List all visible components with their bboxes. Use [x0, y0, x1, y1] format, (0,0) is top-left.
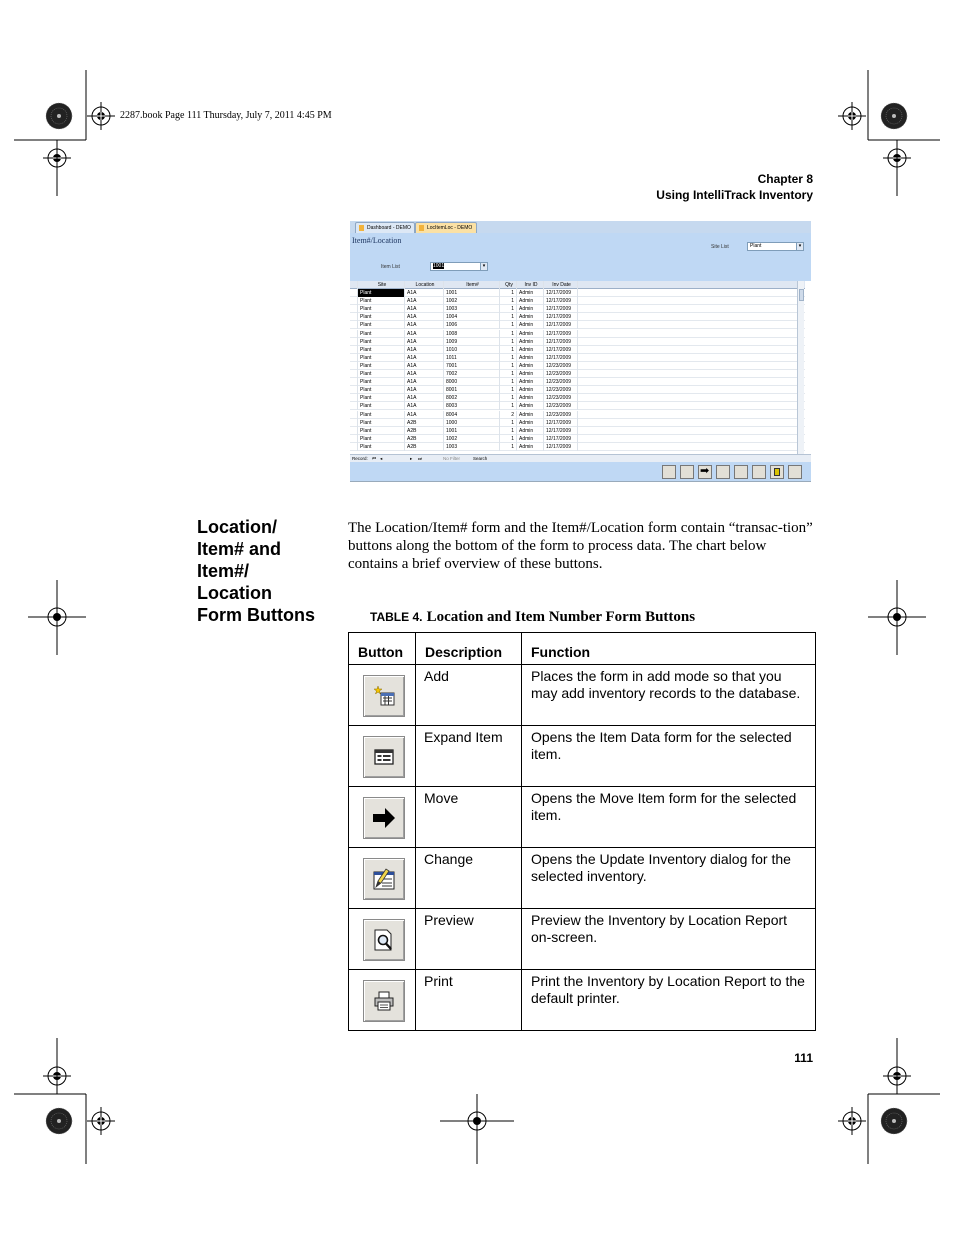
table-caption — [370, 608, 695, 626]
row-selector[interactable] — [350, 281, 358, 289]
grid-cell[interactable]: A1A — [405, 354, 444, 362]
grid-cell[interactable]: Plant — [358, 362, 405, 370]
grid-cell[interactable]: 1000 — [444, 419, 500, 427]
row-selector[interactable] — [350, 305, 358, 313]
table-label: TABLE 4. — [370, 610, 423, 624]
document-tab-bar — [350, 221, 811, 233]
grid-cell[interactable]: 1 — [500, 330, 517, 338]
grid-row[interactable] — [350, 370, 805, 378]
grid-cell[interactable]: 8001 — [444, 386, 500, 394]
grid-row[interactable] — [350, 411, 805, 419]
row-selector[interactable] — [350, 394, 358, 402]
grid-header-row[interactable] — [350, 281, 805, 289]
item-list-value: 1001 — [433, 263, 445, 269]
grid-cell[interactable]: Admin — [517, 394, 544, 402]
row-function: Opens the Item Data form for the selected item. — [522, 726, 816, 787]
grid-cell[interactable]: Plant — [358, 435, 405, 443]
table-header-row — [349, 633, 816, 665]
row-selector[interactable] — [350, 427, 358, 435]
grid-cell[interactable]: A1A — [405, 411, 444, 419]
heading-line: Location — [197, 583, 272, 603]
grid-cell[interactable]: Admin — [517, 330, 544, 338]
grid-cell[interactable]: 1 — [500, 394, 517, 402]
grid-cell[interactable]: 12/17/2009 — [544, 289, 578, 297]
change-edit-icon — [363, 858, 405, 900]
row-selector[interactable] — [350, 338, 358, 346]
grid-cell[interactable]: 2 — [500, 411, 517, 419]
grid-cell[interactable]: A1A — [405, 305, 444, 313]
row-selector[interactable] — [350, 419, 358, 427]
grid-cell[interactable]: A1A — [405, 370, 444, 378]
grid-cell[interactable]: 12/17/2009 — [544, 419, 578, 427]
preview-button[interactable] — [752, 465, 766, 479]
button-cell — [349, 848, 416, 909]
grid-row[interactable] — [350, 313, 805, 321]
grid-cell[interactable]: Plant — [358, 330, 405, 338]
grid-cell[interactable]: 7002 — [444, 370, 500, 378]
grid-row[interactable] — [350, 289, 805, 297]
grid-cell[interactable]: Plant — [358, 402, 405, 410]
running-head-title: Using IntelliTrack Inventory — [656, 188, 813, 202]
grid-cell[interactable]: 1 — [500, 362, 517, 370]
grid-column-header[interactable]: Qty — [500, 281, 517, 289]
grid-cell[interactable]: 12/17/2009 — [544, 443, 578, 451]
grid-row[interactable] — [350, 435, 805, 443]
heading-line: Item#/ — [197, 561, 250, 581]
grid-cell[interactable]: Admin — [517, 427, 544, 435]
grid-cell[interactable]: A1A — [405, 297, 444, 305]
grid-row[interactable] — [350, 321, 805, 329]
row-selector[interactable] — [350, 313, 358, 321]
grid-cell[interactable]: 1 — [500, 386, 517, 394]
grid-cell[interactable]: 12/17/2009 — [544, 297, 578, 305]
grid-cell[interactable]: 1 — [500, 289, 517, 297]
row-selector[interactable] — [350, 346, 358, 354]
grid-cell[interactable]: Plant — [358, 411, 405, 419]
grid-cell[interactable]: Admin — [517, 402, 544, 410]
grid-cell[interactable]: 8002 — [444, 394, 500, 402]
grid-cell[interactable]: 1 — [500, 370, 517, 378]
table-row — [349, 726, 816, 787]
grid-cell[interactable]: 1 — [500, 346, 517, 354]
previous-record-icon[interactable]: ◂ — [380, 456, 383, 461]
grid-cell[interactable]: Admin — [517, 289, 544, 297]
body-paragraph: The Location/Item# form and the Item#/Location form contain “transac-tion” buttons along the bottom of the form to process data. The chart below contains a brief overview of these buttons. — [348, 520, 813, 572]
row-description: Expand Item — [416, 726, 522, 787]
grid-cell[interactable]: 12/23/2009 — [544, 386, 578, 394]
grid-cell[interactable]: 1004 — [444, 313, 500, 321]
grid-row[interactable] — [350, 362, 805, 370]
grid-cell[interactable]: Plant — [358, 427, 405, 435]
tab-locitemloc[interactable] — [415, 222, 477, 233]
row-description: Change — [416, 848, 522, 909]
form-header — [350, 233, 811, 281]
scroll-thumb[interactable] — [799, 289, 804, 301]
grid-cell[interactable]: Plant — [358, 386, 405, 394]
row-function: Opens the Update Inventory dialog for the selected inventory. — [522, 848, 816, 909]
grid-cell[interactable]: Plant — [358, 338, 405, 346]
grid-column-header[interactable]: Inv Date — [544, 281, 578, 289]
grid-cell[interactable]: Admin — [517, 370, 544, 378]
heading-line: Item# and — [197, 539, 282, 559]
grid-cell[interactable]: A1A — [405, 378, 444, 386]
grid-cell[interactable]: Admin — [517, 346, 544, 354]
grid-cell[interactable]: Admin — [517, 435, 544, 443]
tab-label: Dashboard - DEMO — [367, 225, 411, 231]
grid-cell[interactable]: 1 — [500, 427, 517, 435]
delete-button[interactable] — [770, 465, 784, 479]
form-title: Item#/Location — [352, 236, 402, 245]
row-description: Print — [416, 970, 522, 1031]
item-list-combo[interactable] — [430, 262, 488, 271]
move-arrow-icon — [363, 797, 405, 839]
grid-row[interactable] — [350, 297, 805, 305]
grid-cell[interactable]: Admin — [517, 386, 544, 394]
site-list-value: Plant — [750, 243, 762, 249]
grid-column-header[interactable]: Site — [358, 281, 405, 289]
heading-line: Form Buttons — [197, 605, 315, 625]
grid-row[interactable] — [350, 386, 805, 394]
row-selector[interactable] — [350, 362, 358, 370]
running-head-chapter: Chapter 8 — [757, 172, 813, 186]
grid-cell[interactable]: Admin — [517, 313, 544, 321]
grid-cell[interactable]: 1002 — [444, 297, 500, 305]
grid-cell[interactable]: 12/17/2009 — [544, 346, 578, 354]
row-selector[interactable] — [350, 411, 358, 419]
grid-cell[interactable]: 12/23/2009 — [544, 402, 578, 410]
grid-row[interactable] — [350, 443, 805, 451]
page-number: 111 — [794, 1051, 813, 1065]
table-row — [349, 665, 816, 726]
grid-cell[interactable]: A1A — [405, 330, 444, 338]
grid-row[interactable] — [350, 346, 805, 354]
transaction-button-bar — [350, 462, 811, 481]
move-button[interactable] — [698, 465, 712, 479]
grid-column-header[interactable]: Location — [405, 281, 444, 289]
record-navigation-bar — [350, 454, 811, 462]
row-function: Preview the Inventory by Location Report on-screen. — [522, 909, 816, 970]
grid-cell[interactable]: Plant — [358, 443, 405, 451]
trash-icon — [774, 468, 780, 476]
row-description: Add — [416, 665, 522, 726]
row-function: Print the Inventory by Location Report to the default printer. — [522, 970, 816, 1031]
table-row — [349, 970, 816, 1031]
grid-cell[interactable]: Admin — [517, 419, 544, 427]
next-record-icon[interactable]: ▸ — [410, 456, 413, 461]
grid-row[interactable] — [350, 354, 805, 362]
grid-cell[interactable]: Plant — [358, 354, 405, 362]
grid-cell[interactable]: 7001 — [444, 362, 500, 370]
grid-cell[interactable]: 1003 — [444, 305, 500, 313]
grid-cell[interactable]: A1A — [405, 394, 444, 402]
vertical-scrollbar[interactable] — [797, 281, 804, 454]
grid-cell[interactable]: Admin — [517, 297, 544, 305]
grid-cell[interactable]: Admin — [517, 411, 544, 419]
add-record-icon — [363, 675, 405, 717]
heading-line: Location/ — [197, 517, 277, 537]
grid-cell[interactable]: 1011 — [444, 354, 500, 362]
row-function: Opens the Move Item form for the selected item. — [522, 787, 816, 848]
button-cell — [349, 726, 416, 787]
grid-cell[interactable]: 12/23/2009 — [544, 362, 578, 370]
row-description: Move — [416, 787, 522, 848]
grid-cell[interactable]: Plant — [358, 346, 405, 354]
grid-row[interactable] — [350, 419, 805, 427]
tab-dashboard[interactable] — [355, 222, 415, 233]
grid-cell[interactable]: Admin — [517, 321, 544, 329]
grid-cell[interactable]: 1001 — [444, 289, 500, 297]
datasheet-grid — [350, 281, 811, 454]
site-list-combo[interactable] — [747, 242, 804, 251]
grid-cell[interactable]: 1 — [500, 305, 517, 313]
table-title: Location and Item Number Form Buttons — [426, 609, 696, 625]
grid-cell[interactable]: 1001 — [444, 427, 500, 435]
grid-row[interactable] — [350, 338, 805, 346]
grid-row[interactable] — [350, 394, 805, 402]
grid-cell[interactable]: Plant — [358, 370, 405, 378]
grid-cell[interactable]: 12/17/2009 — [544, 338, 578, 346]
row-function: Places the form in add mode so that you may add inventory records to the database. — [522, 665, 816, 726]
row-selector[interactable] — [350, 321, 358, 329]
grid-cell[interactable]: A1A — [405, 313, 444, 321]
row-selector[interactable] — [350, 386, 358, 394]
form-icon — [419, 225, 424, 231]
grid-column-header[interactable]: Item# — [444, 281, 500, 289]
first-record-icon[interactable]: ⏮ — [372, 456, 377, 461]
grid-cell[interactable]: Plant — [358, 394, 405, 402]
app-screenshot — [350, 221, 811, 482]
row-selector[interactable] — [350, 443, 358, 451]
grid-cell[interactable]: A1A — [405, 346, 444, 354]
grid-cell[interactable]: 1 — [500, 321, 517, 329]
grid-cell[interactable]: 12/17/2009 — [544, 313, 578, 321]
grid-cell[interactable]: 1 — [500, 354, 517, 362]
search-box[interactable]: Search — [473, 456, 488, 461]
grid-cell[interactable]: 1006 — [444, 321, 500, 329]
grid-cell[interactable]: 1003 — [444, 443, 500, 451]
grid-cell[interactable]: 12/17/2009 — [544, 321, 578, 329]
grid-cell[interactable]: Admin — [517, 305, 544, 313]
grid-cell[interactable]: Plant — [358, 378, 405, 386]
record-label: Record: — [352, 456, 368, 461]
button-cell — [349, 970, 416, 1031]
grid-cell[interactable]: 1 — [500, 419, 517, 427]
tab-label: LocItemLoc - DEMO — [427, 225, 473, 231]
print-button[interactable] — [734, 465, 748, 479]
grid-cell[interactable]: 12/23/2009 — [544, 411, 578, 419]
table-row — [349, 909, 816, 970]
row-selector[interactable] — [350, 297, 358, 305]
grid-row[interactable] — [350, 427, 805, 435]
form-icon — [359, 225, 364, 231]
no-filter-indicator[interactable]: No Filter — [443, 456, 461, 461]
table-row — [349, 787, 816, 848]
grid-row[interactable] — [350, 378, 805, 386]
preview-magnifier-icon — [363, 919, 405, 961]
row-selector[interactable] — [350, 402, 358, 410]
grid-cell[interactable]: A2B — [405, 427, 444, 435]
grid-cell[interactable]: A1A — [405, 362, 444, 370]
row-description: Preview — [416, 909, 522, 970]
row-selector[interactable] — [350, 289, 358, 297]
grid-cell[interactable]: Plant — [358, 419, 405, 427]
grid-cell[interactable]: 1 — [500, 443, 517, 451]
grid-cell[interactable]: Plant — [358, 305, 405, 313]
grid-cell[interactable]: 12/17/2009 — [544, 305, 578, 313]
grid-cell[interactable]: A2B — [405, 435, 444, 443]
grid-row[interactable] — [350, 330, 805, 338]
header-function: Function — [522, 633, 816, 665]
grid-cell[interactable]: 12/17/2009 — [544, 354, 578, 362]
grid-cell[interactable]: Plant — [358, 321, 405, 329]
grid-cell[interactable]: 1 — [500, 297, 517, 305]
grid-cell[interactable]: Plant — [358, 313, 405, 321]
section-heading — [197, 516, 332, 626]
row-selector[interactable] — [350, 330, 358, 338]
expand-item-button[interactable] — [680, 465, 694, 479]
grid-cell[interactable]: 12/17/2009 — [544, 330, 578, 338]
grid-cell[interactable]: 1002 — [444, 435, 500, 443]
grid-row[interactable] — [350, 402, 805, 410]
print-slug: 2287.book Page 111 Thursday, July 7, 2011 4:45 PM — [120, 110, 332, 121]
add-button[interactable] — [662, 465, 676, 479]
grid-column-header[interactable]: Inv ID — [517, 281, 544, 289]
grid-cell[interactable]: A2B — [405, 443, 444, 451]
site-list-label: Site List — [711, 244, 729, 250]
grid-cell[interactable]: 1009 — [444, 338, 500, 346]
row-selector[interactable] — [350, 378, 358, 386]
grid-cell[interactable]: Plant — [358, 289, 405, 297]
grid-cell[interactable]: Admin — [517, 378, 544, 386]
grid-cell[interactable]: 1008 — [444, 330, 500, 338]
grid-row[interactable] — [350, 305, 805, 313]
grid-cell[interactable]: 12/17/2009 — [544, 435, 578, 443]
buttons-table — [348, 632, 816, 1031]
grid-cell[interactable]: Admin — [517, 338, 544, 346]
move-arrow-icon: ➡ — [700, 465, 710, 477]
grid-cell[interactable]: 1 — [500, 435, 517, 443]
row-selector[interactable] — [350, 354, 358, 362]
chevron-down-icon[interactable]: ▾ — [796, 243, 803, 250]
grid-cell[interactable]: A1A — [405, 338, 444, 346]
table-row — [349, 848, 816, 909]
grid-cell[interactable]: A1A — [405, 321, 444, 329]
grid-cell[interactable]: Admin — [517, 443, 544, 451]
row-selector[interactable] — [350, 370, 358, 378]
item-list-label: Item List — [381, 264, 400, 270]
grid-cell[interactable]: A2B — [405, 419, 444, 427]
header-description: Description — [416, 633, 522, 665]
grid-cell[interactable]: 1 — [500, 338, 517, 346]
grid-cell[interactable]: 8000 — [444, 378, 500, 386]
button-cell — [349, 909, 416, 970]
last-record-icon[interactable]: ⏭ — [418, 456, 423, 461]
grid-cell[interactable]: 1 — [500, 313, 517, 321]
grid-cell[interactable]: Plant — [358, 297, 405, 305]
grid-cell[interactable]: Admin — [517, 362, 544, 370]
header-button: Button — [349, 633, 416, 665]
grid-cell[interactable]: A1A — [405, 402, 444, 410]
grid-cell[interactable]: 8003 — [444, 402, 500, 410]
expand-item-icon — [363, 736, 405, 778]
grid-cell[interactable]: 12/23/2009 — [544, 378, 578, 386]
printer-icon — [363, 980, 405, 1022]
grid-cell[interactable]: 1 — [500, 378, 517, 386]
grid-cell[interactable]: 12/17/2009 — [544, 427, 578, 435]
grid-cell[interactable]: 1010 — [444, 346, 500, 354]
grid-cell[interactable]: 8004 — [444, 411, 500, 419]
change-button[interactable] — [716, 465, 730, 479]
grid-cell[interactable]: 1 — [500, 402, 517, 410]
grid-cell[interactable]: Admin — [517, 354, 544, 362]
grid-cell[interactable]: 12/23/2009 — [544, 394, 578, 402]
chevron-down-icon[interactable]: ▾ — [480, 263, 487, 270]
grid-cell[interactable]: 12/23/2009 — [544, 370, 578, 378]
button-cell — [349, 787, 416, 848]
grid-cell[interactable]: A1A — [405, 386, 444, 394]
grid-cell[interactable]: A1A — [405, 289, 444, 297]
row-selector[interactable] — [350, 435, 358, 443]
exit-button[interactable] — [788, 465, 802, 479]
button-cell — [349, 665, 416, 726]
